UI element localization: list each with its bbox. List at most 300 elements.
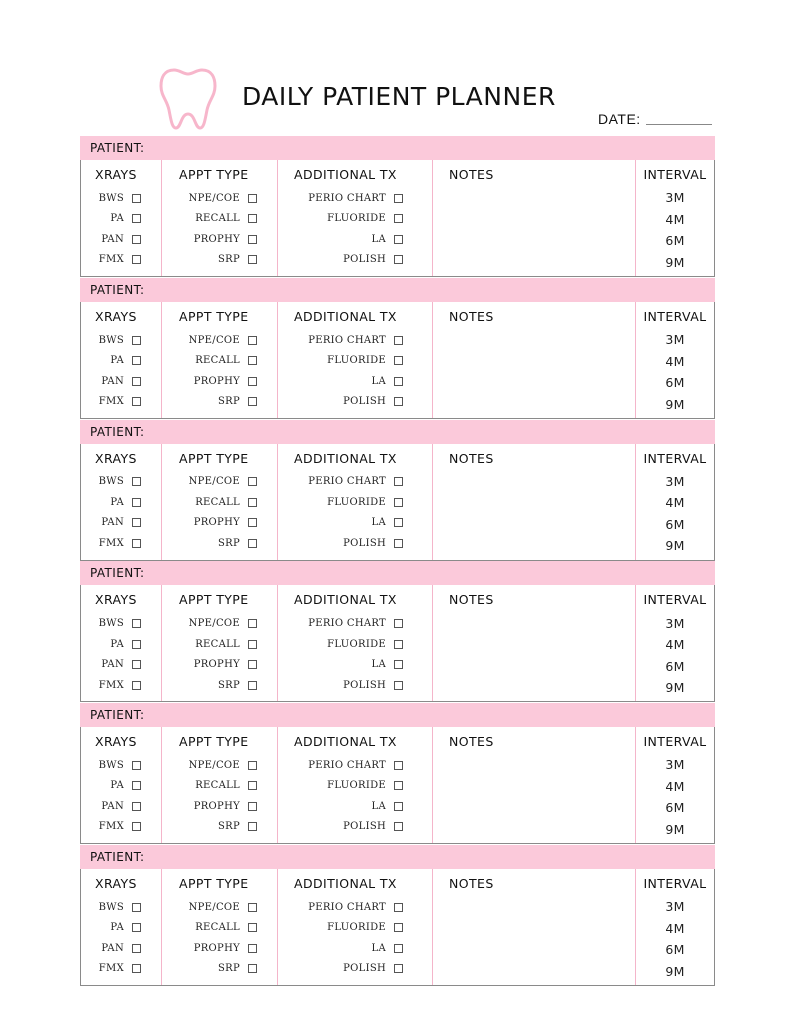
interval-option[interactable] xyxy=(636,393,714,415)
checkbox-item[interactable] xyxy=(278,776,432,797)
checkbox[interactable] xyxy=(132,964,141,973)
interval-option[interactable] xyxy=(636,819,714,841)
checkbox[interactable] xyxy=(132,660,141,669)
item-label: FMX xyxy=(98,254,124,266)
checkbox-item[interactable] xyxy=(278,817,432,838)
item-label: BWS xyxy=(98,618,124,630)
checkbox-item[interactable] xyxy=(278,613,432,634)
checkbox[interactable] xyxy=(394,944,403,953)
checkbox[interactable] xyxy=(132,477,141,486)
xrays-column xyxy=(81,869,162,985)
item-label: NPE/COE xyxy=(188,192,240,204)
checkbox-item[interactable] xyxy=(162,229,277,250)
checkbox[interactable] xyxy=(132,377,141,386)
checkbox[interactable] xyxy=(248,477,257,486)
patient-grid xyxy=(80,160,715,277)
checkbox[interactable] xyxy=(132,255,141,264)
checkbox-item[interactable] xyxy=(278,755,432,776)
item-label: PROPHY xyxy=(193,233,240,245)
checkbox[interactable] xyxy=(248,923,257,932)
interval-option[interactable] xyxy=(636,655,714,677)
checkbox-item[interactable] xyxy=(81,654,161,675)
item-label: NPE/COE xyxy=(188,759,240,771)
interval-option[interactable] xyxy=(636,677,714,699)
checkbox-item[interactable] xyxy=(81,371,161,392)
checkbox[interactable] xyxy=(248,498,257,507)
checkbox[interactable] xyxy=(248,336,257,345)
item-label: 9M xyxy=(665,254,685,270)
checkbox-item[interactable] xyxy=(81,897,161,918)
checkbox[interactable] xyxy=(394,761,403,770)
interval-option[interactable] xyxy=(636,209,714,231)
appt-type-header: APPT TYPE xyxy=(179,167,249,182)
item-label: 4M xyxy=(665,211,685,227)
interval-column xyxy=(636,444,714,560)
appt-type-column xyxy=(162,302,278,418)
checkbox[interactable] xyxy=(132,518,141,527)
checkbox[interactable] xyxy=(394,822,403,831)
checkbox[interactable] xyxy=(248,377,257,386)
checkbox[interactable] xyxy=(394,640,403,649)
item-label: 4M xyxy=(665,495,685,511)
patient-grid xyxy=(80,869,715,986)
item-label: 4M xyxy=(665,778,685,794)
checkbox-item[interactable] xyxy=(162,917,277,938)
patient-blocks xyxy=(80,136,715,987)
checkbox[interactable] xyxy=(132,944,141,953)
item-label: RECALL xyxy=(195,780,240,792)
xrays-header: XRAYS xyxy=(95,308,137,324)
tooth-icon xyxy=(158,66,218,132)
item-label: 9M xyxy=(665,821,685,837)
patient-label[interactable]: PATIENT: xyxy=(80,703,715,727)
interval-option[interactable] xyxy=(636,372,714,394)
checkbox[interactable] xyxy=(132,640,141,649)
checkbox-item[interactable] xyxy=(162,675,277,696)
item-label: BWS xyxy=(98,334,124,346)
interval-option[interactable] xyxy=(636,252,714,274)
checkbox-item[interactable] xyxy=(162,613,277,634)
appt-type-header: APPT TYPE xyxy=(179,734,249,750)
patient-block xyxy=(80,703,715,845)
checkbox-item[interactable] xyxy=(162,209,277,230)
checkbox[interactable] xyxy=(132,923,141,932)
item-label: 9M xyxy=(665,396,685,412)
checkbox-item[interactable] xyxy=(162,776,277,797)
checkbox[interactable] xyxy=(394,214,403,223)
item-label: PROPHY xyxy=(193,659,240,671)
item-label: 4M xyxy=(665,353,685,369)
checkbox-item[interactable] xyxy=(162,755,277,776)
checkbox[interactable] xyxy=(248,539,257,548)
interval-option[interactable] xyxy=(636,612,714,634)
checkbox[interactable] xyxy=(394,681,403,690)
additional-tx-header: ADDITIONAL TX xyxy=(294,308,397,324)
item-label: RECALL xyxy=(195,638,240,650)
item-label: SRP xyxy=(217,679,240,691)
checkbox[interactable] xyxy=(132,903,141,912)
checkbox[interactable] xyxy=(394,498,403,507)
item-label: 6M xyxy=(665,800,685,816)
notes-header: NOTES xyxy=(449,592,494,608)
checkbox-item[interactable] xyxy=(81,776,161,797)
checkbox[interactable] xyxy=(248,802,257,811)
interval-header: INTERVAL xyxy=(643,592,707,608)
checkbox-item[interactable] xyxy=(162,472,277,493)
checkbox-item[interactable] xyxy=(81,513,161,534)
interval-option[interactable] xyxy=(636,187,714,209)
xrays-column xyxy=(81,585,162,701)
checkbox[interactable] xyxy=(132,214,141,223)
appt-type-header: APPT TYPE xyxy=(179,308,249,324)
checkbox-item[interactable] xyxy=(81,796,161,817)
checkbox[interactable] xyxy=(132,194,141,203)
item-label: PERIO CHART xyxy=(308,334,386,346)
item-label: SRP xyxy=(217,821,240,833)
checkbox[interactable] xyxy=(132,761,141,770)
xrays-column xyxy=(81,160,162,276)
patient-label[interactable]: PATIENT: xyxy=(80,561,715,585)
interval-option[interactable] xyxy=(636,535,714,557)
interval-option[interactable] xyxy=(636,329,714,351)
checkbox-item[interactable] xyxy=(278,472,432,493)
checkbox-item[interactable] xyxy=(81,817,161,838)
checkbox[interactable] xyxy=(394,660,403,669)
checkbox-item[interactable] xyxy=(81,188,161,209)
checkbox[interactable] xyxy=(248,781,257,790)
item-label: NPE/COE xyxy=(188,334,240,346)
checkbox-item[interactable] xyxy=(81,229,161,250)
checkbox-item[interactable] xyxy=(278,513,432,534)
additional-tx-column xyxy=(278,727,433,843)
date-line[interactable] xyxy=(646,124,712,125)
interval-column xyxy=(636,585,714,701)
checkbox[interactable] xyxy=(248,356,257,365)
checkbox-item[interactable] xyxy=(162,492,277,513)
appt-type-header: APPT TYPE xyxy=(179,875,249,891)
item-label: BWS xyxy=(98,192,124,204)
notes-column[interactable] xyxy=(433,869,636,985)
item-label: 9M xyxy=(665,963,685,979)
checkbox-item[interactable] xyxy=(278,675,432,696)
checkbox-item[interactable] xyxy=(278,188,432,209)
checkbox[interactable] xyxy=(394,539,403,548)
item-label: 4M xyxy=(665,637,685,653)
checkbox-item[interactable] xyxy=(278,391,432,412)
checkbox-item[interactable] xyxy=(278,533,432,554)
checkbox[interactable] xyxy=(248,255,257,264)
checkbox[interactable] xyxy=(394,377,403,386)
checkbox-item[interactable] xyxy=(162,938,277,959)
item-label: NPE/COE xyxy=(188,476,240,488)
item-label: 3M xyxy=(665,615,685,631)
interval-column xyxy=(636,302,714,418)
interval-option[interactable] xyxy=(636,471,714,493)
interval-option[interactable] xyxy=(636,350,714,372)
item-label: 4M xyxy=(665,920,685,936)
checkbox-item[interactable] xyxy=(81,613,161,634)
interval-header: INTERVAL xyxy=(643,450,707,466)
checkbox[interactable] xyxy=(394,235,403,244)
page-title: DAILY PATIENT PLANNER xyxy=(242,82,556,111)
notes-column[interactable] xyxy=(433,585,636,701)
patient-label[interactable]: PATIENT: xyxy=(80,845,715,869)
checkbox[interactable] xyxy=(394,619,403,628)
item-label: FMX xyxy=(98,821,124,833)
checkbox-item[interactable] xyxy=(162,250,277,271)
checkbox[interactable] xyxy=(132,781,141,790)
checkbox-item[interactable] xyxy=(81,755,161,776)
item-label: 3M xyxy=(665,332,685,348)
notes-column[interactable] xyxy=(433,444,636,560)
checkbox[interactable] xyxy=(394,397,403,406)
checkbox-item[interactable] xyxy=(278,958,432,979)
item-label: PERIO CHART xyxy=(308,476,386,488)
checkbox[interactable] xyxy=(248,397,257,406)
checkbox-item[interactable] xyxy=(81,330,161,351)
item-label: PA xyxy=(110,922,124,934)
item-label: POLISH xyxy=(343,821,386,833)
checkbox-item[interactable] xyxy=(81,250,161,271)
item-label: 3M xyxy=(665,190,685,206)
notes-column[interactable] xyxy=(433,160,636,276)
item-label: POLISH xyxy=(343,679,386,691)
date-field[interactable] xyxy=(598,111,712,127)
checkbox[interactable] xyxy=(248,619,257,628)
checkbox-item[interactable] xyxy=(81,391,161,412)
checkbox[interactable] xyxy=(248,194,257,203)
checkbox[interactable] xyxy=(394,356,403,365)
interval-option[interactable] xyxy=(636,514,714,536)
xrays-column xyxy=(81,302,162,418)
patient-grid xyxy=(80,302,715,419)
checkbox-item[interactable] xyxy=(162,350,277,371)
interval-option[interactable] xyxy=(636,492,714,514)
additional-tx-column xyxy=(278,444,433,560)
checkbox[interactable] xyxy=(132,356,141,365)
checkbox-item[interactable] xyxy=(278,350,432,371)
checkbox-item[interactable] xyxy=(162,958,277,979)
checkbox-item[interactable] xyxy=(278,229,432,250)
checkbox[interactable] xyxy=(248,640,257,649)
additional-tx-header: ADDITIONAL TX xyxy=(294,450,397,466)
item-label: 3M xyxy=(665,757,685,773)
item-label: 3M xyxy=(665,899,685,915)
checkbox-item[interactable] xyxy=(162,533,277,554)
checkbox[interactable] xyxy=(394,518,403,527)
patient-block xyxy=(80,561,715,703)
item-label: PA xyxy=(110,213,124,225)
interval-column xyxy=(636,727,714,843)
item-label: PA xyxy=(110,780,124,792)
item-label: 6M xyxy=(665,375,685,391)
notes-header: NOTES xyxy=(449,308,494,324)
checkbox-item[interactable] xyxy=(278,330,432,351)
item-label: PERIO CHART xyxy=(308,618,386,630)
appt-type-column xyxy=(162,160,278,276)
item-label: 3M xyxy=(665,473,685,489)
checkbox[interactable] xyxy=(132,235,141,244)
checkbox[interactable] xyxy=(132,539,141,548)
interval-option[interactable] xyxy=(636,939,714,961)
checkbox-item[interactable] xyxy=(81,958,161,979)
checkbox[interactable] xyxy=(248,822,257,831)
item-label: BWS xyxy=(98,759,124,771)
interval-header: INTERVAL xyxy=(643,734,707,750)
checkbox-item[interactable] xyxy=(162,817,277,838)
additional-tx-header: ADDITIONAL TX xyxy=(294,167,397,182)
item-label: 9M xyxy=(665,538,685,554)
notes-column[interactable] xyxy=(433,302,636,418)
checkbox-item[interactable] xyxy=(81,533,161,554)
interval-column xyxy=(636,160,714,276)
checkbox[interactable] xyxy=(394,802,403,811)
checkbox[interactable] xyxy=(132,498,141,507)
checkbox[interactable] xyxy=(248,214,257,223)
checkbox-item[interactable] xyxy=(278,917,432,938)
patient-label[interactable]: PATIENT: xyxy=(80,420,715,444)
checkbox[interactable] xyxy=(132,397,141,406)
item-label: RECALL xyxy=(195,355,240,367)
checkbox[interactable] xyxy=(132,802,141,811)
checkbox[interactable] xyxy=(248,761,257,770)
checkbox-item[interactable] xyxy=(278,938,432,959)
date-label: DATE: xyxy=(598,111,641,127)
checkbox[interactable] xyxy=(394,964,403,973)
interval-option[interactable] xyxy=(636,230,714,252)
checkbox-item[interactable] xyxy=(81,675,161,696)
checkbox-item[interactable] xyxy=(162,654,277,675)
checkbox-item[interactable] xyxy=(278,209,432,230)
appt-type-column xyxy=(162,444,278,560)
checkbox[interactable] xyxy=(132,336,141,345)
appt-type-column xyxy=(162,585,278,701)
item-label: PAN xyxy=(101,942,124,954)
interval-option[interactable] xyxy=(636,797,714,819)
checkbox[interactable] xyxy=(394,336,403,345)
checkbox-item[interactable] xyxy=(278,796,432,817)
checkbox[interactable] xyxy=(248,518,257,527)
interval-option[interactable] xyxy=(636,776,714,798)
checkbox[interactable] xyxy=(248,681,257,690)
checkbox-item[interactable] xyxy=(162,188,277,209)
item-label: FLUORIDE xyxy=(327,213,386,225)
item-label: PA xyxy=(110,355,124,367)
checkbox-item[interactable] xyxy=(162,796,277,817)
item-label: FLUORIDE xyxy=(327,922,386,934)
patient-label[interactable]: PATIENT: xyxy=(80,136,715,160)
checkbox-item[interactable] xyxy=(81,350,161,371)
checkbox-item[interactable] xyxy=(162,513,277,534)
checkbox[interactable] xyxy=(248,235,257,244)
patient-grid xyxy=(80,444,715,561)
item-label: PROPHY xyxy=(193,800,240,812)
checkbox-item[interactable] xyxy=(278,897,432,918)
interval-column xyxy=(636,869,714,985)
interval-option[interactable] xyxy=(636,960,714,982)
xrays-header: XRAYS xyxy=(95,875,137,891)
item-label: 9M xyxy=(665,680,685,696)
item-label: LA xyxy=(371,942,386,954)
interval-option[interactable] xyxy=(636,754,714,776)
checkbox[interactable] xyxy=(132,681,141,690)
additional-tx-header: ADDITIONAL TX xyxy=(294,592,397,608)
interval-option[interactable] xyxy=(636,634,714,656)
item-label: POLISH xyxy=(343,396,386,408)
item-label: PAN xyxy=(101,375,124,387)
additional-tx-header: ADDITIONAL TX xyxy=(294,875,397,891)
checkbox-item[interactable] xyxy=(162,634,277,655)
checkbox[interactable] xyxy=(132,822,141,831)
patient-block xyxy=(80,845,715,987)
item-label: LA xyxy=(371,517,386,529)
checkbox[interactable] xyxy=(248,660,257,669)
notes-column[interactable] xyxy=(433,727,636,843)
item-label: NPE/COE xyxy=(188,901,240,913)
additional-tx-column xyxy=(278,160,433,276)
checkbox[interactable] xyxy=(394,477,403,486)
interval-option[interactable] xyxy=(636,896,714,918)
notes-header: NOTES xyxy=(449,734,494,750)
checkbox-item[interactable] xyxy=(278,492,432,513)
checkbox[interactable] xyxy=(394,194,403,203)
checkbox-item[interactable] xyxy=(81,209,161,230)
patient-label[interactable]: PATIENT: xyxy=(80,278,715,302)
item-label: PA xyxy=(110,638,124,650)
patient-block xyxy=(80,278,715,420)
checkbox-item[interactable] xyxy=(162,897,277,918)
checkbox[interactable] xyxy=(394,923,403,932)
item-label: PA xyxy=(110,496,124,508)
checkbox-item[interactable] xyxy=(81,492,161,513)
checkbox-item[interactable] xyxy=(162,391,277,412)
checkbox-item[interactable] xyxy=(81,938,161,959)
checkbox-item[interactable] xyxy=(278,634,432,655)
patient-grid xyxy=(80,727,715,844)
xrays-header: XRAYS xyxy=(95,167,137,182)
interval-header: INTERVAL xyxy=(643,875,707,891)
checkbox[interactable] xyxy=(394,903,403,912)
checkbox-item[interactable] xyxy=(81,634,161,655)
checkbox[interactable] xyxy=(394,255,403,264)
checkbox-item[interactable] xyxy=(162,371,277,392)
item-label: FLUORIDE xyxy=(327,355,386,367)
notes-header: NOTES xyxy=(449,167,494,182)
checkbox-item[interactable] xyxy=(81,472,161,493)
item-label: PROPHY xyxy=(193,375,240,387)
checkbox[interactable] xyxy=(132,619,141,628)
checkbox-item[interactable] xyxy=(81,917,161,938)
item-label: BWS xyxy=(98,901,124,913)
checkbox[interactable] xyxy=(248,964,257,973)
item-label: PAN xyxy=(101,800,124,812)
item-label: FLUORIDE xyxy=(327,780,386,792)
checkbox[interactable] xyxy=(248,903,257,912)
interval-option[interactable] xyxy=(636,917,714,939)
item-label: FLUORIDE xyxy=(327,638,386,650)
patient-block xyxy=(80,420,715,562)
item-label: PERIO CHART xyxy=(308,192,386,204)
checkbox[interactable] xyxy=(248,944,257,953)
checkbox-item[interactable] xyxy=(278,250,432,271)
checkbox-item[interactable] xyxy=(278,371,432,392)
item-label: LA xyxy=(371,800,386,812)
patient-grid xyxy=(80,585,715,702)
item-label: PROPHY xyxy=(193,517,240,529)
checkbox[interactable] xyxy=(394,781,403,790)
checkbox-item[interactable] xyxy=(162,330,277,351)
checkbox-item[interactable] xyxy=(278,654,432,675)
